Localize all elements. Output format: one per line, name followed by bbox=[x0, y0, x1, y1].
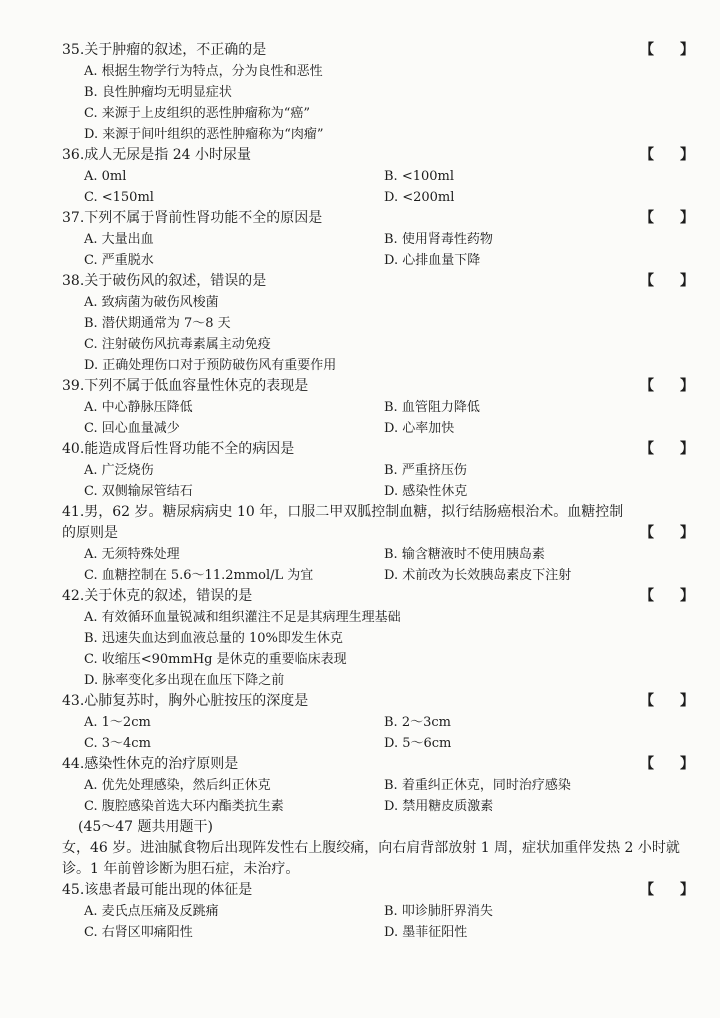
bracket-right: 】 bbox=[680, 441, 694, 457]
question-43 bbox=[62, 691, 702, 754]
option-b: B. 使用肾毒性药物 bbox=[384, 232, 493, 247]
option-a: A. 优先处理感染，然后纠正休克 bbox=[84, 778, 271, 793]
option-a: A. 广泛烧伤 bbox=[84, 463, 154, 478]
option-b: B. 良性肿瘤均无明显症状 bbox=[84, 85, 232, 100]
bracket-left: 【 bbox=[640, 42, 654, 58]
question-stem: 44.感染性休克的治疗原则是 bbox=[62, 756, 239, 772]
question-stem: 45.该患者最可能出现的体征是 bbox=[62, 882, 253, 898]
option-list bbox=[84, 607, 702, 691]
option-c: C. 来源于上皮组织的恶性肿瘤称为“癌” bbox=[84, 106, 311, 121]
bracket-left: 【 bbox=[640, 882, 654, 898]
question-39 bbox=[62, 376, 702, 439]
question-41 bbox=[62, 502, 702, 586]
answer-bracket bbox=[640, 439, 694, 460]
option-a: A. 大量出血 bbox=[84, 232, 154, 247]
question-38 bbox=[62, 271, 702, 376]
bracket-left: 【 bbox=[640, 525, 654, 541]
option-d: D. 脉率变化多出现在血压下降之前 bbox=[84, 673, 285, 688]
bracket-right: 】 bbox=[680, 525, 694, 541]
bracket-left: 【 bbox=[640, 147, 654, 163]
option-list bbox=[84, 544, 702, 586]
question-stem: 42.关于休克的叙述，错误的是 bbox=[62, 588, 253, 604]
question-35 bbox=[62, 40, 702, 145]
answer-bracket bbox=[640, 271, 694, 292]
option-a: A. 麦氏点压痛及反跳痛 bbox=[84, 904, 219, 919]
bracket-left: 【 bbox=[640, 210, 654, 226]
option-a: A. 1～2cm bbox=[84, 715, 151, 730]
bracket-left: 【 bbox=[640, 378, 654, 394]
bracket-right: 】 bbox=[680, 42, 694, 58]
question-stem: 39.下列不属于低血容量性休克的表现是 bbox=[62, 378, 309, 394]
option-d: D. 感染性休克 bbox=[384, 484, 468, 499]
option-b: B. 潜伏期通常为 7～8 天 bbox=[84, 316, 231, 331]
option-b: B. 着重纠正休克，同时治疗感染 bbox=[384, 778, 571, 793]
bracket-right: 】 bbox=[680, 756, 694, 772]
option-d: D. 来源于间叶组织的恶性肿瘤称为“肉瘤” bbox=[84, 127, 324, 142]
option-a: A. 0ml bbox=[84, 169, 127, 184]
answer-bracket bbox=[640, 40, 694, 61]
bracket-right: 】 bbox=[680, 147, 694, 163]
bracket-right: 】 bbox=[680, 273, 694, 289]
option-b: B. 2～3cm bbox=[384, 715, 451, 730]
option-d: D. 禁用糖皮质激素 bbox=[384, 799, 494, 814]
option-list bbox=[84, 166, 702, 208]
option-b: B. 输含糖液时不使用胰岛素 bbox=[384, 547, 545, 562]
option-list bbox=[84, 901, 702, 943]
question-stem: 37.下列不属于肾前性肾功能不全的原因是 bbox=[62, 210, 323, 226]
answer-bracket bbox=[640, 376, 694, 397]
option-c: C. 注射破伤风抗毒素属主动免疫 bbox=[84, 337, 271, 352]
option-list bbox=[84, 460, 702, 502]
question-40 bbox=[62, 439, 702, 502]
option-c: C. <150ml bbox=[84, 190, 154, 205]
answer-bracket bbox=[640, 586, 694, 607]
question-36 bbox=[62, 145, 702, 208]
option-list bbox=[84, 61, 702, 145]
option-list bbox=[84, 775, 702, 817]
question-stem: 43.心肺复苏时，胸外心脏按压的深度是 bbox=[62, 693, 309, 709]
option-b: B. 迅速失血达到血液总量的 10%即发生休克 bbox=[84, 631, 343, 646]
option-d: D. 正确处理伤口对于预防破伤风有重要作用 bbox=[84, 358, 337, 373]
option-a: A. 有效循环血量锐减和组织灌注不足是其病理生理基础 bbox=[84, 610, 401, 625]
answer-bracket bbox=[640, 691, 694, 712]
question-stem: 41.男，62 岁。糖尿病病史 10 年，口服二甲双胍控制血糖，拟行结肠癌根治术。血糖控制的原则是 bbox=[62, 504, 624, 541]
option-d: D. 心率加快 bbox=[384, 421, 455, 436]
answer-bracket bbox=[640, 754, 694, 775]
question-37 bbox=[62, 208, 702, 271]
bracket-left: 【 bbox=[640, 273, 654, 289]
shared-stem-note: (45～47 题共用题干) bbox=[78, 819, 214, 835]
option-list bbox=[84, 712, 702, 754]
answer-bracket bbox=[640, 145, 694, 166]
option-list bbox=[84, 397, 702, 439]
option-c: C. 回心血量减少 bbox=[84, 421, 180, 436]
bracket-left: 【 bbox=[640, 441, 654, 457]
bracket-right: 】 bbox=[680, 210, 694, 226]
option-a: A. 中心静脉压降低 bbox=[84, 400, 193, 415]
option-d: D. 墨菲征阳性 bbox=[384, 925, 468, 940]
question-stem: 36.成人无尿是指 24 小时尿量 bbox=[62, 147, 251, 163]
option-c: C. 3～4cm bbox=[84, 736, 151, 751]
option-d: D. <200ml bbox=[384, 190, 455, 205]
bracket-left: 【 bbox=[640, 588, 654, 604]
option-c: C. 右肾区叩痛阳性 bbox=[84, 925, 193, 940]
bracket-right: 】 bbox=[680, 588, 694, 604]
option-list bbox=[84, 229, 702, 271]
question-45 bbox=[62, 880, 702, 943]
bracket-left: 【 bbox=[640, 693, 654, 709]
bracket-right: 】 bbox=[680, 378, 694, 394]
option-a: A. 根据生物学行为特点，分为良性和恶性 bbox=[84, 64, 323, 79]
bracket-right: 】 bbox=[680, 693, 694, 709]
option-b: B. 叩诊肺肝界消失 bbox=[384, 904, 493, 919]
option-c: C. 腹腔感染首选大环内酯类抗生素 bbox=[84, 799, 284, 814]
question-stem: 38.关于破伤风的叙述，错误的是 bbox=[62, 273, 267, 289]
option-b: B. <100ml bbox=[384, 169, 455, 184]
option-c: C. 血糖控制在 5.6～11.2mmol/L 为宜 bbox=[84, 568, 314, 583]
answer-bracket bbox=[640, 880, 694, 901]
option-a: A. 无须特殊处理 bbox=[84, 547, 180, 562]
answer-bracket bbox=[640, 208, 694, 229]
option-c: C. 严重脱水 bbox=[84, 253, 154, 268]
question-stem: 35.关于肿瘤的叙述，不正确的是 bbox=[62, 42, 267, 58]
shared-case-text: 女，46 岁。进油腻食物后出现阵发性右上腹绞痛，向右肩背部放射 1 周，症状加重伴发热 2 小时就诊。1 年前曾诊断为胆石症，未治疗。 bbox=[62, 840, 680, 877]
question-stem: 40.能造成肾后性肾功能不全的病因是 bbox=[62, 441, 295, 457]
answer-bracket bbox=[640, 523, 694, 544]
option-d: D. 心排血量下降 bbox=[384, 253, 481, 268]
question-42 bbox=[62, 586, 702, 691]
bracket-right: 】 bbox=[680, 882, 694, 898]
option-list bbox=[84, 292, 702, 376]
bracket-left: 【 bbox=[640, 756, 654, 772]
option-d: D. 5～6cm bbox=[384, 736, 452, 751]
option-b: B. 血管阻力降低 bbox=[384, 400, 480, 415]
option-d: D. 术前改为长效胰岛素皮下注射 bbox=[384, 568, 572, 583]
option-b: B. 严重挤压伤 bbox=[384, 463, 467, 478]
option-c: C. 收缩压<90mmHg 是休克的重要临床表现 bbox=[84, 652, 347, 667]
option-c: C. 双侧输尿管结石 bbox=[84, 484, 193, 499]
question-list bbox=[62, 40, 702, 943]
question-44 bbox=[62, 754, 702, 817]
option-a: A. 致病菌为破伤风梭菌 bbox=[84, 295, 219, 310]
